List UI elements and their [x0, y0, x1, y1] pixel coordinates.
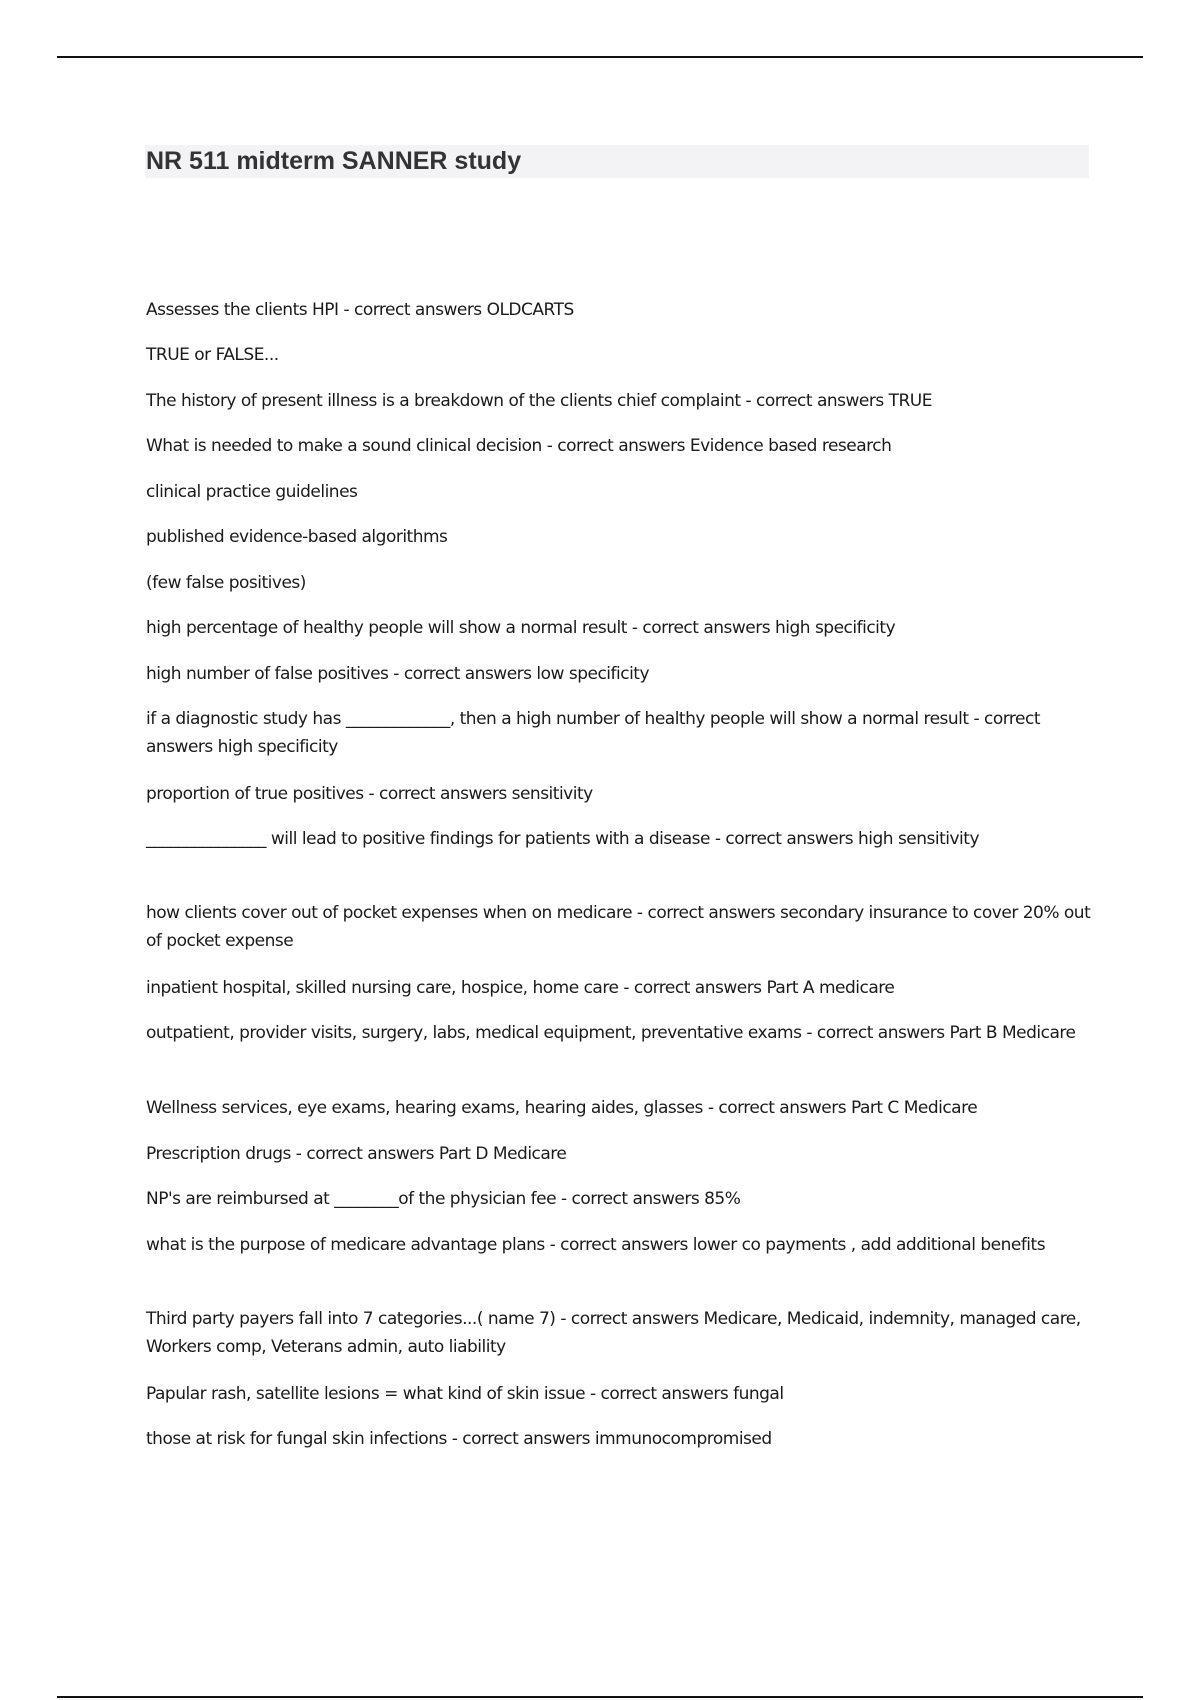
- qa-line-6: published evidence-based algorithms: [146, 527, 448, 547]
- qa-line-13: how clients cover out of pocket expenses when on medicare - correct answers secondary insurance to cover 20% out of pocket expense: [146, 903, 1091, 951]
- top-rule: [57, 56, 1143, 58]
- qa-line-11: proportion of true positives - correct answers sensitivity: [146, 784, 593, 804]
- qa-line-14: inpatient hospital, skilled nursing care, hospice, home care - correct answers Part A medicare: [146, 978, 895, 998]
- qa-line-8: high percentage of healthy people will show a normal result - correct answers high specificity: [146, 618, 896, 638]
- qa-line-12: _______________ will lead to positive findings for patients with a disease - correct answers high sensitivity: [146, 829, 980, 849]
- qa-line-17: Prescription drugs - correct answers Part D Medicare: [146, 1144, 567, 1164]
- qa-line-9: high number of false positives - correct answers low specificity: [146, 664, 650, 684]
- qa-line-3: The history of present illness is a breakdown of the clients chief complaint - correct answers TRUE: [146, 391, 932, 411]
- qa-line-21: Papular rash, satellite lesions = what kind of skin issue - correct answers fungal: [146, 1384, 784, 1404]
- qa-line-5: clinical practice guidelines: [146, 482, 358, 502]
- qa-line-15: outpatient, provider visits, surgery, labs, medical equipment, preventative exams - correct answers Part B Medicare: [146, 1023, 1076, 1043]
- qa-line-16: Wellness services, eye exams, hearing exams, hearing aides, glasses - correct answers Part C Medicare: [146, 1098, 978, 1118]
- qa-line-18: NP's are reimbursed at ________of the physician fee - correct answers 85%: [146, 1189, 741, 1209]
- qa-line-2: TRUE or FALSE...: [146, 345, 279, 365]
- qa-line-19: what is the purpose of medicare advantage plans - correct answers lower co payments , add additional benefits: [146, 1235, 1046, 1255]
- qa-line-10: if a diagnostic study has _____________, then a high number of healthy people will show a normal result - correct answers high specificity: [146, 709, 1041, 757]
- qa-line-4: What is needed to make a sound clinical decision - correct answers Evidence based research: [146, 436, 892, 456]
- document-title: NR 511 midterm SANNER study: [146, 147, 522, 175]
- bottom-rule: [57, 1696, 1143, 1698]
- qa-line-1: Assesses the clients HPI - correct answers OLDCARTS: [146, 300, 574, 320]
- qa-line-20: Third party payers fall into 7 categories...( name 7) - correct answers Medicare, Medicaid, indemnity, managed care, Workers comp, Veterans admin, auto liability: [146, 1309, 1081, 1357]
- qa-line-7: (few false positives): [146, 573, 306, 593]
- qa-line-22: those at risk for fungal skin infections - correct answers immunocompromised: [146, 1429, 772, 1449]
